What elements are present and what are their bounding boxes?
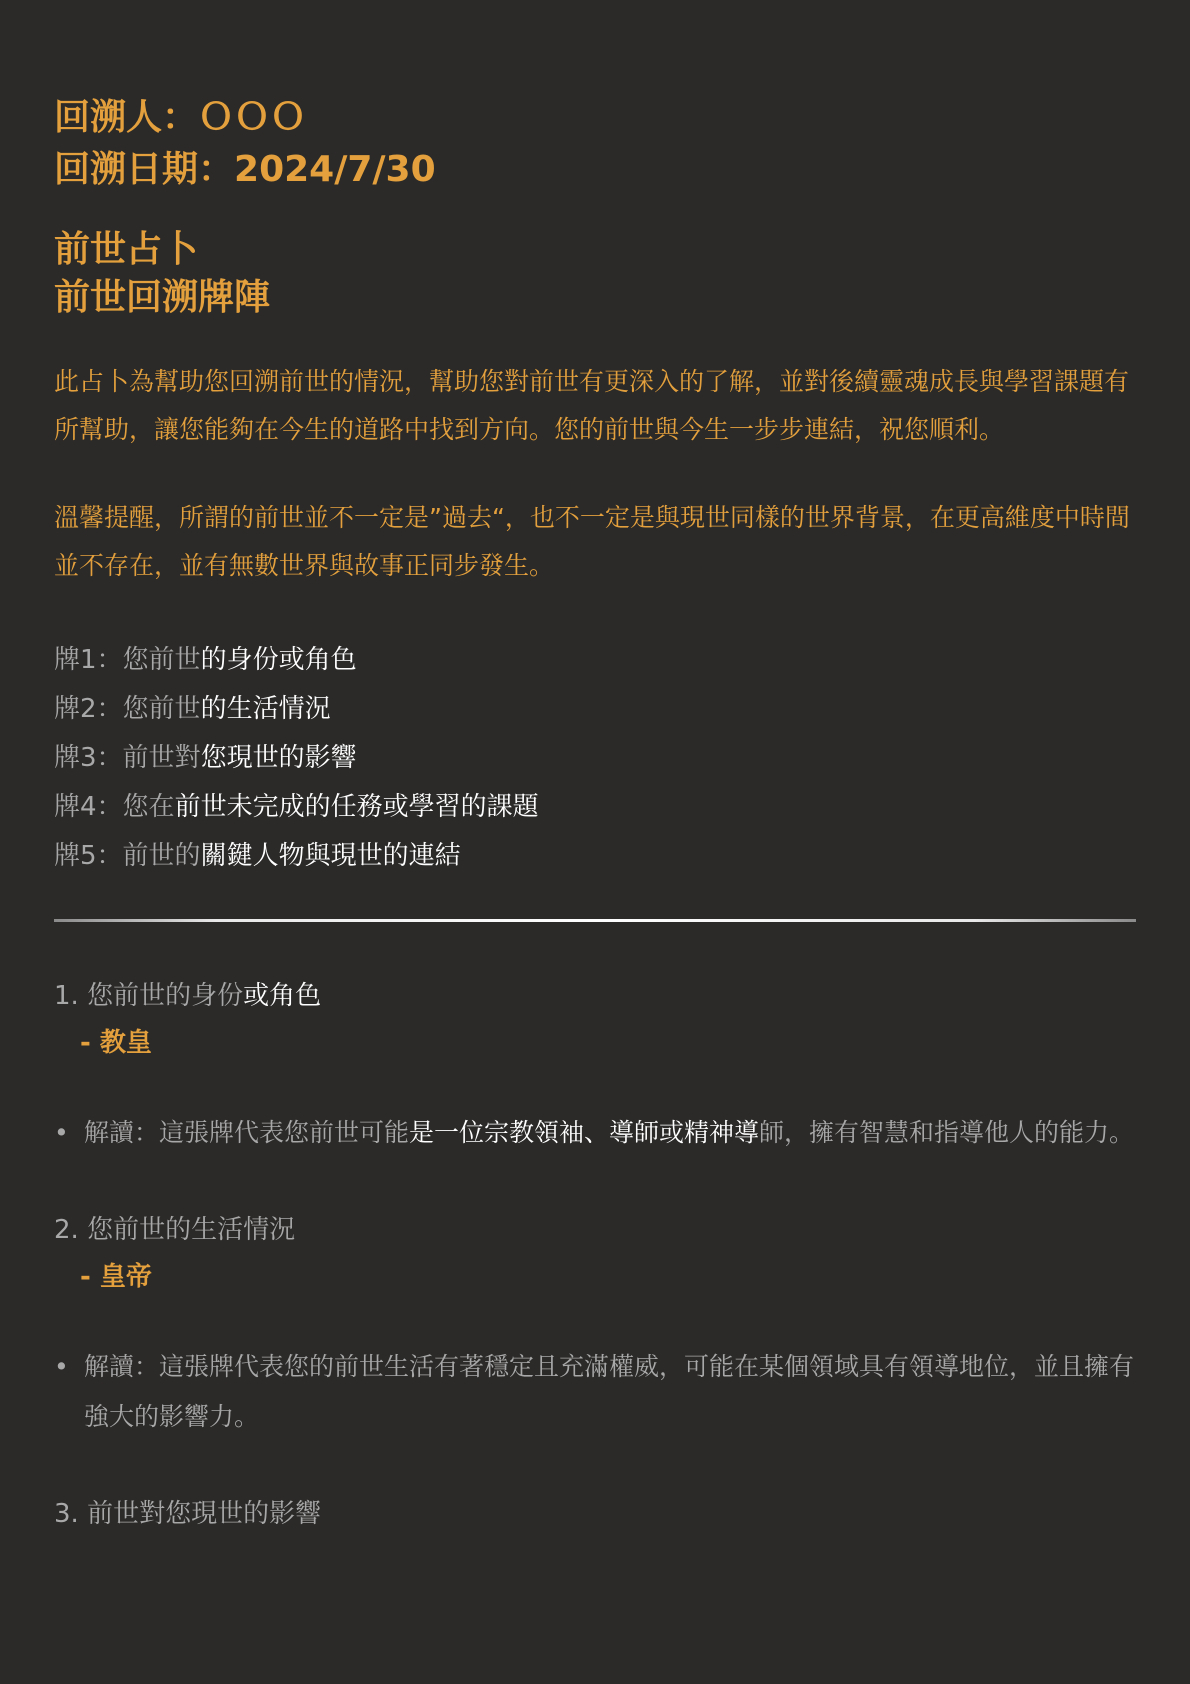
section-card-name: - 皇帝 — [80, 1262, 152, 1292]
intro-p2-part4: ，並有無數世界與故事正同步發生。 — [154, 551, 555, 580]
section-heading: 3. 前世對您現世的影響 — [54, 1499, 322, 1529]
date-label: 回溯日期： — [54, 149, 235, 190]
section-heading — [54, 1208, 1136, 1252]
reading-section-2 — [54, 1208, 1136, 1442]
section-heading-muted: 1. 您前世的身份 — [54, 981, 244, 1011]
intro-p2-part1: 溫馨提醒，所謂的前世並 — [54, 503, 330, 532]
interpretation-text — [84, 1108, 1136, 1158]
card-position-item — [54, 783, 1136, 832]
card-position-item — [54, 734, 1136, 783]
querent-value: ＯＯＯ — [198, 97, 307, 138]
position-text: 前世未完成的任務或學習的課題 — [174, 792, 539, 822]
position-label: 牌3： — [54, 743, 123, 773]
position-text: 您現世的影響 — [200, 743, 357, 773]
section-card-name: - 教皇 — [80, 1028, 152, 1058]
card-position-item — [54, 636, 1136, 685]
position-prefix: 前世對 — [122, 743, 201, 773]
position-prefix: 您前世 — [122, 694, 201, 724]
title-line-1: 前世占卜 — [54, 229, 199, 270]
document-title — [54, 226, 1136, 322]
interp-muted-start: 解讀：這張牌代表您前世可能 — [84, 1118, 410, 1147]
interp-muted-end: 師，擁有智慧和指導他人的能力。 — [759, 1118, 1135, 1147]
card-position-item — [54, 832, 1136, 881]
position-text: 的生活情況 — [200, 694, 331, 724]
position-label: 牌1： — [54, 645, 123, 675]
reading-meta — [54, 92, 1136, 196]
bullet-icon: • — [54, 1352, 69, 1381]
section-heading — [54, 974, 1136, 1018]
section-divider — [54, 919, 1136, 922]
section-heading-bright: 或角色 — [243, 981, 322, 1011]
interp-bright: 是一位宗教領袖、導師或精神導 — [409, 1118, 760, 1147]
intro-p2-part2: 不一定是”過去“，也不一定是與現世同樣的 — [329, 503, 805, 532]
position-text: 的身份或角色 — [200, 645, 357, 675]
querent-label: 回溯人： — [54, 97, 199, 138]
date-value: 2024/7/30 — [234, 149, 436, 190]
intro-p2-part3: 世界背景，在更高維度中時間並不存在 — [54, 503, 1130, 580]
bullet-icon: • — [54, 1118, 69, 1147]
section-interpretation — [54, 1342, 1136, 1442]
position-prefix: 您在 — [122, 792, 175, 822]
reading-section-1 — [54, 974, 1136, 1158]
position-label: 牌4： — [54, 792, 123, 822]
querent-line — [54, 92, 1136, 144]
intro-paragraph-1: 此占卜為幫助您回溯前世的情況，幫助您對前世有更深入的了解，並對後續靈魂成長與學習課題有所幫助，讓您能夠在今生的道路中找到方向。您的前世與今生一步步連結，祝您順利。 — [54, 367, 1130, 444]
position-prefix: 您前世 — [122, 645, 201, 675]
intro-paragraph-2 — [54, 494, 1136, 590]
position-prefix: 前世的 — [122, 841, 201, 871]
date-line — [54, 144, 1136, 196]
interpretation-text: 解讀：這張牌代表您的前世生活有著穩定且充滿權威，可能在某個領域具有領導地位，並且擁有強大的影響力。 — [84, 1352, 1135, 1431]
section-heading-muted: 2. 您前世的生活情況 — [54, 1215, 296, 1245]
card-position-item — [54, 685, 1136, 734]
section-interpretation — [54, 1108, 1136, 1158]
position-label: 牌5： — [54, 841, 123, 871]
position-label: 牌2： — [54, 694, 123, 724]
position-text: 關鍵人物與現世的連結 — [200, 841, 461, 871]
card-positions-list — [54, 636, 1136, 881]
reading-section-3 — [54, 1492, 1136, 1536]
title-line-2: 前世回溯牌陣 — [54, 277, 271, 318]
